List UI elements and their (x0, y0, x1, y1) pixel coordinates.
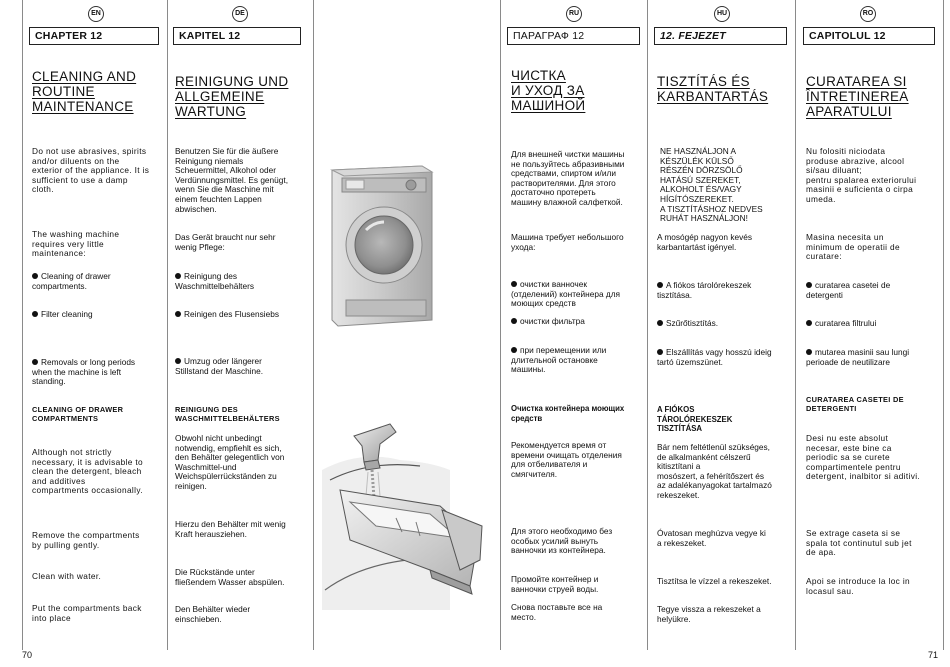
paragraph-2-ro: Se extrage caseta si se spala tot continutul sub jet de apa. (806, 528, 912, 558)
paragraph-3-ru: Промойте контейнер и ванночки струей воды. (511, 574, 599, 594)
subheading-en: CLEANING OF DRAWER COMPARTMENTS (32, 405, 124, 423)
paragraph-2-hu: Óvatosan meghúzva vegye ki a rekeszeket. (657, 528, 766, 548)
paragraph-1-de: Obwohl nicht unbedingt notwendig, empfiehlt es sich, den Behälter gelegentlich von Waschmittel-und Weichspülerrückständen zu reinigen. (175, 433, 285, 491)
bullet-filter-en: Filter cleaning (32, 310, 93, 320)
intro-text-ro: Nu folositi niciodata produse abrazive, alcool si/sau diluant; pentru spalarea exteriorului masinii e suficienta o cirpa umeda. (806, 146, 917, 204)
paragraph-4-hu: Tegye vissza a rekeszeket a helyükre. (657, 604, 761, 624)
bullet-icon (175, 311, 181, 317)
intro-text-ru: Для внешней чистки машины не пользуйтесь абразивными средствами, спиртом и/или растворителями. Для этого достаточно протереть машину влажной салфеткой. (511, 149, 625, 207)
paragraph-3-en: Clean with water. (32, 571, 102, 581)
intro-text-hu: NE HASZNÁLJON A KÉSZÜLÉK KÜLSŐ RÉSZÉN DÖRZSÖLŐ HATÁSÚ SZEREKET, ALKOHOLT ÉS/VAGY HÍGÍTÓSZEREKET. A TISZTÍTÁSHOZ NEDVES RUHÁT HASZNÁLJON! (660, 146, 763, 224)
maintenance-text-de: Das Gerät braucht nur sehr wenig Pflege: (175, 232, 276, 252)
maintenance-text-hu: A mosógép nagyon kevés karbantartást igényel. (657, 232, 753, 252)
paragraph-3-ro: Apoi se introduce la loc in locasul sau. (806, 576, 910, 596)
page-number-right: 71 (928, 650, 939, 660)
paragraph-1-ru: Рекомендуется время от времени очищать отделения для отбеливателя и смягчителя. (511, 440, 622, 479)
intro-text-en: Do not use abrasives, spirits and/or diluents on the exterior of the appliance. It is sufficient to use a damp cloth. (32, 146, 150, 195)
paragraph-4-en: Put the compartments back into place (32, 603, 142, 623)
bullet-drawer-ro: curatarea casetei de detergenti (806, 280, 891, 300)
section-title-ru: ЧИСТКА И УХОД ЗА МАШИНОЙ (511, 68, 586, 113)
washing-machine-illustration (326, 160, 436, 330)
paragraph-3-hu: Tisztítsa le vízzel a rekeszeket. (657, 576, 772, 586)
bullet-icon (32, 273, 38, 279)
bullet-icon (657, 282, 663, 288)
paragraph-4-ru: Снова поставьте все на место. (511, 602, 603, 622)
bullet-moving-ro: mutarea masinii sau lungi perioade de neutilizare (806, 347, 910, 367)
bullet-icon (511, 347, 517, 353)
bullet-drawer-hu: A fiókos tárolórekeszek tisztítása. (657, 280, 752, 300)
paragraph-2-de: Hierzu den Behälter mit wenig Kraft herausziehen. (175, 519, 286, 539)
bullet-moving-de: Umzug oder längerer Stillstand der Maschine. (175, 356, 264, 376)
bullet-drawer-ru: очистки ванночек (отделений) контейнера для моющих средств (511, 279, 621, 309)
bullet-filter-ru: очистки фильтра (511, 317, 585, 327)
bullet-moving-hu: Elszállítás vagy hosszú ideig tartó üzemszünet. (657, 347, 772, 367)
bullet-icon (32, 359, 38, 365)
chapter-heading-ru: ПАРАГРАФ 12 (507, 27, 640, 45)
paragraph-2-ru: Для этого необходимо без особых усилий вынуть ванночки из контейнера. (511, 526, 613, 556)
bullet-filter-ro: curatarea filtrului (806, 319, 876, 329)
detergent-drawer-illustration (320, 410, 490, 620)
bullet-icon (657, 320, 663, 326)
language-badge-de: DE (232, 6, 248, 22)
chapter-heading-hu: 12. FEJEZET (654, 27, 787, 45)
chapter-heading-de: KAPITEL 12 (173, 27, 301, 45)
bullet-icon (806, 349, 812, 355)
bullet-icon (657, 349, 663, 355)
bullet-icon (175, 273, 181, 279)
subheading-ro: CURATAREA CASETEI DE DETERGENTI (806, 395, 904, 413)
language-badge-hu: HU (714, 6, 730, 22)
maintenance-text-ru: Машина требует небольшого ухода: (511, 232, 624, 252)
subheading-ru: Очистка контейнера моющих средств (511, 404, 625, 423)
page-number-left: 70 (22, 650, 33, 660)
bullet-icon (175, 358, 181, 364)
subheading-hu: A FIÓKOS TÁROLÓREKESZEK TISZTÍTÁSA (657, 405, 733, 434)
paragraph-4-de: Den Behälter wieder einschieben. (175, 604, 251, 624)
bullet-moving-ru: при перемещении или длительной остановке машины. (511, 345, 607, 375)
language-badge-ru: RU (566, 6, 582, 22)
bullet-icon (806, 282, 812, 288)
intro-text-de: Benutzen Sie für die äußere Reinigung niemals Scheuermittel, Alkohol oder Verdünnungsmittel. Es genügt, wenn Sie die Maschine mit einem feuchten Lappen abwischen. (175, 146, 289, 214)
paragraph-2-en: Remove the compartments by pulling gently. (32, 530, 140, 550)
bullet-icon (32, 311, 38, 317)
chapter-heading-en: CHAPTER 12 (29, 27, 159, 45)
bullet-drawer-de: Reinigung des Waschmittelbehälters (175, 271, 255, 291)
bullet-icon (806, 320, 812, 326)
section-title-en: CLEANING AND ROUTINE MAINTENANCE (32, 69, 137, 114)
section-title-hu: TISZTÍTÁS ÉS KARBANTARTÁS (657, 74, 769, 104)
paragraph-1-hu: Bár nem feltétlenül szükséges, de alkalmanként célszerű kitisztítani a mosószert, a fehérítőszert és az adalékanyagokat tartalmazó rekeszeket. (657, 442, 772, 500)
language-badge-en: EN (88, 6, 104, 22)
section-title-de: REINIGUNG UND ALLGEMEINE WARTUNG (175, 74, 289, 119)
bullet-drawer-en: Cleaning of drawer compartments. (32, 271, 111, 291)
maintenance-text-en: The washing machine requires very little maintenance: (32, 229, 120, 259)
bullet-filter-hu: Szűrőtisztítás. (657, 319, 718, 329)
paragraph-3-de: Die Rückstände unter fließendem Wasser abspülen. (175, 567, 285, 587)
paragraph-1-ro: Desi nu este absolut necesar, este bine ca periodic sa se curete compartimentele pentru detergent, inalbitor si aditivi. (806, 433, 921, 482)
maintenance-text-ro: Masina necesita un minimum de operatii de curatare: (806, 232, 900, 262)
section-title-ro: CURATAREA SI ÎNTRETINEREA APARATULUI (806, 74, 909, 119)
bullet-icon (511, 318, 517, 324)
paragraph-1-en: Although not strictly necessary, it is advisable to clean the detergent, bleach and additives compartments occasionally. (32, 447, 143, 496)
bullet-removals-en: Removals or long periods when the machine is left standing. (32, 357, 136, 387)
language-badge-ro: RO (860, 6, 876, 22)
bullet-icon (511, 281, 517, 287)
subheading-de: REINIGUNG DES WASCHMITTELBEHÄLTERS (175, 405, 280, 423)
bullet-filter-de: Reinigen des Flusensiebs (175, 310, 279, 320)
chapter-heading-ro: CAPITOLUL 12 (803, 27, 935, 45)
